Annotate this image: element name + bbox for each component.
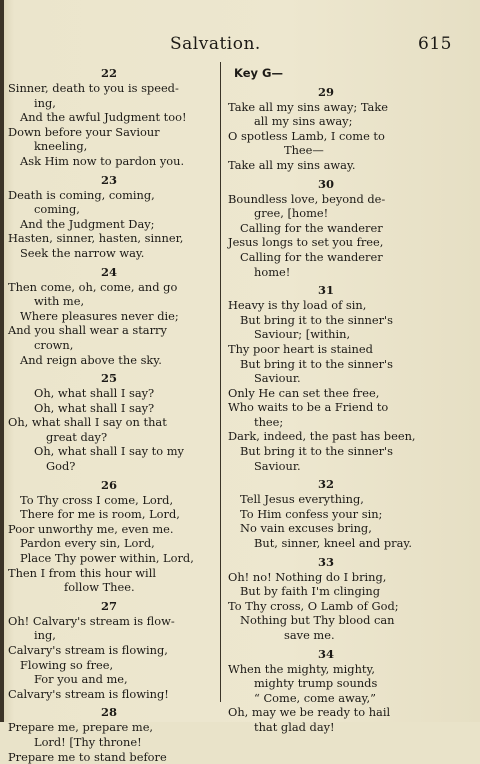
hymn-chorus xyxy=(226,477,426,550)
hymn-chorus xyxy=(6,371,212,474)
verse-line: But bring it to the sinner's xyxy=(240,444,394,459)
verse-line: follow Thee. xyxy=(64,580,135,595)
verse-line: Place Thy power within, Lord, xyxy=(20,551,194,566)
verse-line: For you and me, xyxy=(34,672,128,687)
verse-line: O spotless Lamb, I come to xyxy=(228,128,385,143)
verse-line: And the awful Judgment too! xyxy=(20,110,187,125)
verse-line: mighty trump sounds xyxy=(254,676,378,691)
verse-line: Death is coming, coming, xyxy=(8,187,155,202)
verse-line: Oh, what shall I say? xyxy=(34,386,155,401)
chorus-number: 31 xyxy=(317,283,334,298)
page-title: Salvation. xyxy=(170,34,261,54)
chorus-number: 34 xyxy=(317,646,334,661)
verse-line: And you shall wear a starry xyxy=(8,323,167,338)
verse-line: Where pleasures never die; xyxy=(20,308,179,323)
verse-line: Calvary's stream is flowing! xyxy=(8,686,169,701)
hymn-chorus xyxy=(6,705,212,764)
verse-line: Oh, what shall I say to my xyxy=(34,444,184,459)
hymn-chorus xyxy=(6,265,212,368)
verse-line: home! xyxy=(254,264,291,279)
chorus-number: 22 xyxy=(100,66,117,80)
verse-line: Nothing but Thy blood can xyxy=(240,613,395,628)
hymn-chorus xyxy=(226,85,426,173)
verse-line: Jesus longs to set you free, xyxy=(228,235,384,250)
verse-line: Dark, indeed, the past has been, xyxy=(228,429,416,444)
verse-line: But by faith I'm clinging xyxy=(240,584,381,599)
verse-line: Tell Jesus everything, xyxy=(240,492,364,507)
verse-line: Flowing so free, xyxy=(20,657,114,672)
chorus-number: 25 xyxy=(100,371,117,386)
chorus-number: 26 xyxy=(100,477,117,492)
chorus-number: 29 xyxy=(317,84,334,99)
right-column xyxy=(226,62,426,735)
hymn-chorus xyxy=(226,283,426,473)
verse-line: save me. xyxy=(284,628,335,642)
verse-line: But bring it to the sinner's xyxy=(240,312,394,327)
hymn-chorus xyxy=(6,599,212,702)
verse-line: Calling for the wanderer xyxy=(240,249,383,264)
verse-line: Prepare me to stand before xyxy=(8,749,167,764)
verse-line: gree, [home! xyxy=(254,206,329,221)
verse-line: thee; xyxy=(254,414,284,429)
verse-line: Only He can set thee free, xyxy=(228,385,380,400)
verse-line: Calvary's stream is flowing, xyxy=(8,643,168,657)
verse-line: Oh! no! Nothing do I bring, xyxy=(228,569,387,584)
verse-line: Saviour. xyxy=(254,458,301,473)
verse-line: No vain excuses bring, xyxy=(240,521,372,536)
verse-line: all my sins away; xyxy=(254,114,353,129)
verse-line: Oh, may we be ready to hail xyxy=(228,705,391,720)
hymn-chorus xyxy=(6,66,212,169)
verse-line: Thy poor heart is stained xyxy=(228,341,373,356)
verse-line: Oh! Calvary's stream is flow- xyxy=(8,613,175,628)
verse-line: And the Judgment Day; xyxy=(20,216,155,231)
hymn-chorus xyxy=(226,555,426,643)
running-header xyxy=(0,34,480,56)
verse-line: Who waits to be a Friend to xyxy=(228,400,389,415)
verse-line: coming, xyxy=(34,202,80,217)
hymn-chorus xyxy=(226,647,426,735)
chorus-number: 23 xyxy=(100,172,117,187)
verse-line: And reign above the sky. xyxy=(20,352,162,367)
verse-line: with me, xyxy=(34,294,85,309)
verse-line: “ Come, come away,” xyxy=(254,690,376,705)
chorus-number: 32 xyxy=(317,477,334,492)
verse-line: ing, xyxy=(34,628,56,643)
hymn-chorus xyxy=(6,478,212,595)
verse-line: Calling for the wanderer xyxy=(240,220,383,235)
verse-line: ing, xyxy=(34,95,56,110)
left-column xyxy=(6,62,212,764)
hymn-chorus xyxy=(226,177,426,280)
verse-line: To Him confess your sin; xyxy=(240,506,383,521)
hymn-chorus xyxy=(6,173,212,261)
verse-line: Saviour. xyxy=(254,371,301,386)
verse-line: Hasten, sinner, hasten, sinner, xyxy=(8,231,184,246)
verse-line: Seek the narrow way. xyxy=(20,245,145,260)
verse-line: Boundless love, beyond de- xyxy=(228,191,386,206)
verse-line: Saviour; [within, xyxy=(254,327,351,342)
verse-line: Down before your Saviour xyxy=(8,124,160,139)
verse-line: Ask Him now to pardon you. xyxy=(20,153,185,168)
verse-line: Take all my sins away. xyxy=(228,157,356,172)
chorus-number: 30 xyxy=(317,176,334,191)
verse-line: God? xyxy=(46,459,76,474)
verse-line: Poor unworthy me, even me. xyxy=(8,521,174,536)
key-signature: Key G— xyxy=(234,66,283,80)
verse-line: There for me is room, Lord, xyxy=(20,507,180,522)
chorus-number: 24 xyxy=(100,264,117,279)
verse-line: Sinner, death to you is speed- xyxy=(8,81,179,95)
verse-line: When the mighty, mighty, xyxy=(228,661,376,676)
verse-line: Take all my sins away; Take xyxy=(228,99,388,114)
verse-line: Oh, what shall I say? xyxy=(34,400,155,415)
verse-line: Then I from this hour will xyxy=(8,565,156,580)
verse-line: that glad day! xyxy=(254,719,335,734)
chorus-number: 33 xyxy=(317,554,334,569)
verse-line: kneeling, xyxy=(34,139,88,154)
chorus-number: 27 xyxy=(100,598,117,613)
verse-line: Lord! [Thy throne! xyxy=(34,734,142,749)
verse-line: crown, xyxy=(34,337,74,352)
verse-line: Then come, oh, come, and go xyxy=(8,279,178,294)
verse-line: Pardon every sin, Lord, xyxy=(20,536,155,551)
column-divider xyxy=(220,62,221,702)
verse-line: Heavy is thy load of sin, xyxy=(228,298,367,313)
verse-line: Oh, what shall I say on that xyxy=(8,415,167,430)
binding-gutter xyxy=(0,0,4,722)
verse-line: But, sinner, kneel and pray. xyxy=(254,536,412,551)
verse-line: But bring it to the sinner's xyxy=(240,356,394,371)
verse-line: great day? xyxy=(46,429,108,444)
verse-line: To Thy cross, O Lamb of God; xyxy=(228,598,399,613)
page-number: 615 xyxy=(418,34,452,54)
verse-line: Thee— xyxy=(284,143,324,158)
verse-line: Prepare me, prepare me, xyxy=(8,720,154,735)
verse-line: To Thy cross I come, Lord, xyxy=(20,492,174,507)
chorus-number: 28 xyxy=(100,705,117,720)
